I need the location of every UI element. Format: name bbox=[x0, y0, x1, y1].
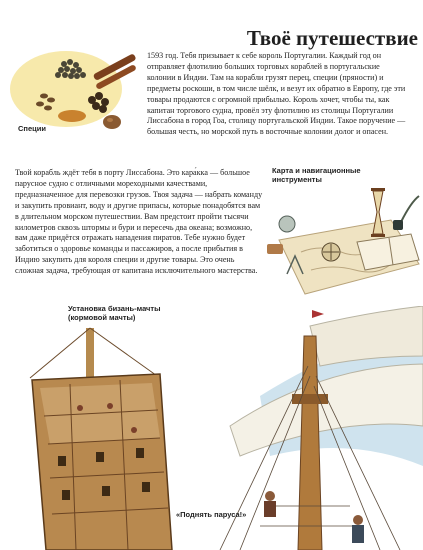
spices-illustration bbox=[4, 34, 140, 134]
caption-spices: Специи bbox=[18, 124, 46, 133]
intro-paragraph: 1593 год. Тебя призывает к себе король Португалии. Каждый год он отправляет флотилию больших торговых кораблей в португальские колонии в Индии. Там на корабли грузят перец, специи (пряности) и предметы роскоши, в том числе шёлк, и везут их обратно в Европу, где эти товары продаются с огромной прибылью. Король хочет, чтобы ты, как капитан торгового судна, провёл эту флотилию из столицы Португалии Лиссабона в город Гоа, столицу португальской Индии. Такое поручение — большая честь, но морской путь в восточные колонии долог и опасен. bbox=[147, 51, 406, 137]
map-instruments-illustration bbox=[261, 182, 421, 302]
caption-map-instruments: Карта и навигационные инструменты bbox=[272, 166, 361, 184]
caption-raise-sails: «Поднять паруса!» bbox=[176, 510, 247, 519]
ship-stern-illustration bbox=[10, 318, 200, 550]
page-title: Твоё путешествие bbox=[246, 26, 418, 50]
caption-mizzen-mast: Установка бизань-мачты (кормовой мачты) bbox=[68, 304, 161, 322]
main-paragraph: Твой корабль ждёт тебя в порту Лиссабона. Это кара́кка — большое парусное судно с отличными мореходными качествами, предназначенное для перевозки грузов. Твоя задача — набрать команду и закупить провиант, воду и другие припасы, которые понадобятся вам в длительном морском путешествии. Вам предстоит пройти тысячи километров сквозь штормы и бури и пересечь два океана; возможно, вам даже придётся отражать нападения пиратов. Тебе нужно будет заботиться о здоровье команды и пассажиров, а после прибытия в Индию закупить для короля специи и другие товары. Это очень сложная задача, требующая от капитана исключительного мастерства. bbox=[15, 168, 263, 276]
